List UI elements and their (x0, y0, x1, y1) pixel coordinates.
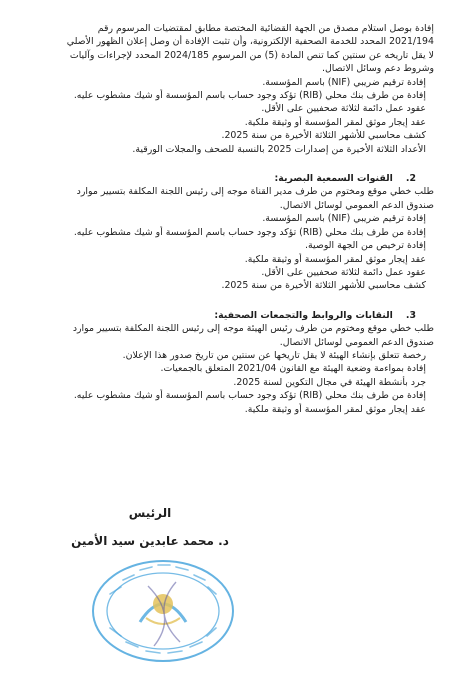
list-item: إفادة ترقيم ضريبي (NIF) باسم المؤسسة. (262, 213, 426, 225)
list-item: إفادة من طرف بنك محلي (RIB) تؤكد وجود حساب باسم المؤسسة أو شيك مشطوب عليه. (73, 90, 426, 102)
section-3-intro: طلب خطي موقع ومختوم من طرف رئيس الهيئة موجه إلى رئيس اللجنة المكلفة بتسيير موارد (72, 323, 434, 335)
list-item: عقد إيجار موثق لمقر المؤسسة أو وثيقة ملكية. (244, 116, 426, 128)
list-item: إفادة ترقيم ضريبي (NIF) باسم المؤسسة. (262, 76, 426, 88)
section-3-number: 3. (405, 309, 416, 321)
section-3-heading (30, 309, 434, 322)
section-3 (30, 309, 434, 416)
section-2-number: 2. (405, 173, 416, 185)
official-stamp (88, 556, 238, 666)
paragraph-1-line: 2021/194 المحدد للخدمة الصحفية الإلكترونية، وأن تثبت الإفادة أن وصل إعلان الظهور الأصلي (66, 36, 434, 48)
list-item: إفادة من طرف بنك محلي (RIB) تؤكد وجود حساب باسم المؤسسة أو شيك مشطوب عليه. (73, 226, 426, 238)
paragraph-1 (30, 22, 434, 76)
list-item: إفادة من طرف بنك محلي (RIB) تؤكد وجود حساب باسم المؤسسة أو شيك مشطوب عليه. (73, 390, 426, 402)
section-3-intro: صندوق الدعم العمومي لوسائل الاتصال. (279, 336, 434, 348)
section-2-title: القنوات السمعية البصرية: (274, 173, 393, 185)
signature-block (0, 506, 300, 548)
section-2-intro: صندوق الدعم العمومي لوسائل الاتصال. (279, 199, 434, 211)
paragraph-1-line: لا يقل تاريخه عن سنتين كما تنص المادة (5) من المرسوم 2024/185 المحدد لإجراءات وآليات (69, 49, 434, 61)
list-item: عقود عمل دائمة لثلاثة صحفيين على الأقل. (261, 103, 426, 115)
list-item: كشف محاسبي للأشهر الثلاثة الأخيرة من سنة 2025. (221, 130, 426, 142)
paragraph-1-line: وشروط دعم وسائل الاتصال. (322, 63, 434, 75)
section-2-intro: طلب خطي موقع ومختوم من طرف مدير القناة موجه إلى رئيس اللجنة المكلفة بتسيير موارد (76, 186, 434, 198)
list-1 (30, 76, 434, 156)
section-2-heading (30, 172, 434, 185)
paragraph-1-line: إفادة بوصل استلام مصدق من الجهة القضائية المختصة مطابق لمقتضيات المرسوم رقم (97, 23, 434, 34)
list-item: جرد بأنشطة الهيئة في مجال التكوين لسنة 2025. (233, 376, 426, 388)
section-2 (30, 172, 434, 293)
list-item: عقود عمل دائمة لثلاثة صحفيين على الأقل. (261, 266, 426, 278)
list-item: الأعداد الثلاثة الأخيرة من إصدارات 2025 بالنسبة للصحف والمجلات الورقية. (132, 143, 426, 155)
list-item: عقد إيجار موثق لمقر المؤسسة أو وثيقة ملكية. (244, 403, 426, 415)
list-item: عقد إيجار موثق لمقر المؤسسة أو وثيقة ملكية. (244, 253, 426, 265)
list-item: رخصة تتعلق بإنشاء الهيئة لا يقل تاريخها عن سنتين من تاريخ صدور هذا الإعلان. (122, 349, 426, 361)
list-item: كشف محاسبي للأشهر الثلاثة الأخيرة من سنة 2025. (221, 280, 426, 292)
list-item: إفادة ترخيص من الجهة الوصية. (305, 240, 426, 252)
list-item: إفادة بمواءمة وضعية الهيئة مع القانون 2021/04 المتعلق بالجمعيات. (160, 363, 426, 375)
signatory-name: د. محمد عابدين سيد الأمين (71, 534, 229, 548)
signature-title: الرئيس (128, 506, 172, 520)
section-3-title: النقابات والروابط والتجمعات الصحفية: (214, 309, 393, 321)
